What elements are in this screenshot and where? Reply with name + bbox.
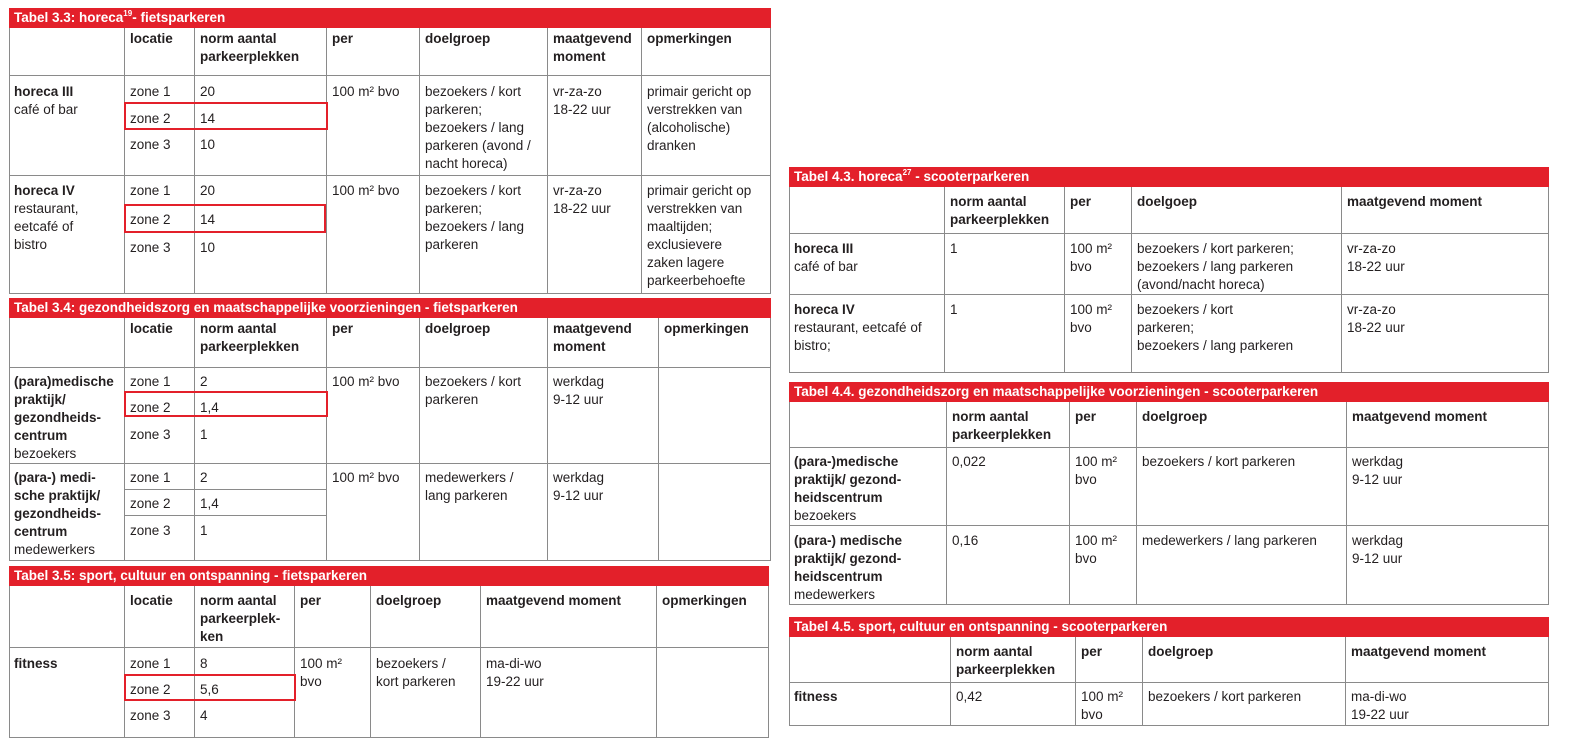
norm-cell: 0,022 <box>947 448 1070 526</box>
header-doelgroep: doelgroep <box>420 318 548 368</box>
header-norm: norm aantal parkeerplek- ken <box>195 586 295 648</box>
zone-cell: zone 1 <box>125 76 195 103</box>
table-3-3 <box>9 8 771 294</box>
header-moment: maatgevend moment <box>548 28 642 76</box>
header-doelgroep: doelgroep <box>371 586 481 648</box>
opmerkingen-cell: primair gericht op verstrekken van maaltijden; exclusievere zaken lagere parkeerbehoefte <box>647 183 752 288</box>
header-doelgroep: doelgroep <box>1137 402 1347 448</box>
norm-cell: 2 <box>195 464 327 490</box>
highlight-box <box>124 102 328 130</box>
norm-cell: 1 <box>945 295 1065 373</box>
header-opmerkingen: opmerkingen <box>642 28 771 76</box>
norm-cell: 1 <box>195 420 327 464</box>
header-norm: norm aantal parkeerplekken <box>195 318 327 368</box>
per-cell: 100 m² bvo <box>1070 448 1137 526</box>
header-cell <box>789 187 945 234</box>
row-label: fitness <box>789 683 951 726</box>
header-per: per <box>295 586 371 648</box>
header-moment: maatgevend moment <box>1346 637 1549 683</box>
norm-cell: 8 <box>195 648 295 674</box>
table-3-4 <box>9 298 771 561</box>
row-label: (para-)medische praktijk/ gezond- heidscentrum bezoekers <box>789 448 947 526</box>
zone-cell: zone 3 <box>125 131 195 176</box>
norm-cell: 0,42 <box>951 683 1076 726</box>
header-opmerkingen: opmerkingen <box>659 318 771 368</box>
header-moment: maatgevend moment <box>1342 187 1549 234</box>
norm-cell: 20 <box>195 76 327 103</box>
header-locatie: locatie <box>125 586 195 648</box>
doelgroep-cell: bezoekers / kort parkeren; bezoekers / lang parkeren <box>1132 295 1342 373</box>
row-label: fitness <box>9 648 125 738</box>
header-doelgroep: doelgoep <box>1132 187 1342 234</box>
opmerkingen-cell <box>657 648 769 738</box>
row-label: horeca IV restaurant, eetcafé of bistro; <box>789 295 945 373</box>
row-label: horeca IV restaurant, eetcafé of bistro <box>9 176 125 294</box>
table-4-4-title: Tabel 4.4. gezondheidszorg en maatschappelijke voorzieningen - scooterparkeren <box>789 382 1549 402</box>
per-cell: 100 m² bvo <box>327 176 420 294</box>
norm-cell: 1,4 <box>195 490 327 516</box>
header-cell <box>9 28 125 76</box>
header-moment: maatgevend moment <box>548 318 659 368</box>
per-cell: 100 m² bvo <box>1070 526 1137 605</box>
zone-cell: zone 2 <box>125 204 195 232</box>
zone-cell: zone 3 <box>125 232 195 294</box>
zone-cell: zone 1 <box>125 368 195 393</box>
doelgroep-cell: bezoekers / kort parkeren; bezoekers / lang parkeren <box>420 176 548 294</box>
moment-cell: werkdag 9-12 uur <box>548 464 659 561</box>
highlight-box <box>124 391 328 417</box>
per-cell: 100 m² bvo <box>1065 295 1132 373</box>
highlight-box <box>124 674 296 701</box>
row-label: horeca III café of bar <box>789 234 945 295</box>
zone-cell: zone 2 <box>125 674 195 701</box>
per-cell: 100 m² bvo <box>327 368 420 464</box>
row-label: (para-) medische praktijk/ gezond- heidscentrum medewerkers <box>789 526 947 605</box>
header-moment: maatgevend moment <box>481 586 657 648</box>
doelgroep-cell: bezoekers / kort parkeren; bezoekers / lang parkeren (avond/nacht horeca) <box>1132 234 1342 295</box>
moment-cell: ma-di-wo 19-22 uur <box>481 648 657 738</box>
table-4-5-title: Tabel 4.5. sport, cultuur en ontspanning - scooterparkeren <box>789 617 1549 637</box>
header-norm: norm aantal parkeerplekken <box>945 187 1065 234</box>
row-label: (para)medische praktijk/ gezondheids- centrum bezoekers <box>9 368 125 464</box>
zone-cell: zone 1 <box>125 648 195 674</box>
norm-cell: 1,4 <box>195 393 327 420</box>
table-4-4 <box>789 382 1549 605</box>
norm-cell: 20 <box>195 176 327 204</box>
moment-cell: vr-za-zo 18-22 uur <box>548 176 642 294</box>
norm-cell: 1 <box>945 234 1065 295</box>
table-4-5 <box>789 617 1549 726</box>
zone-cell: zone 3 <box>125 701 195 738</box>
zone-cell: zone 3 <box>125 420 195 464</box>
per-cell: 100 m² bvo <box>1076 683 1143 726</box>
header-moment: maatgevend moment <box>1347 402 1549 448</box>
header-locatie: locatie <box>125 28 195 76</box>
norm-cell: 14 <box>195 204 327 232</box>
norm-cell: 2 <box>195 368 327 393</box>
table-3-3-title: Tabel 3.3: horeca$^{19}$- fietsparkeren <box>9 8 771 28</box>
moment-cell: werkdag 9-12 uur <box>1352 533 1404 566</box>
table-3-4-title: Tabel 3.4: gezondheidszorg en maatschappelijke voorzieningen - fietsparkeren <box>9 298 771 318</box>
per-cell: 100 m² bvo <box>327 76 420 176</box>
header-per: per <box>327 318 420 368</box>
norm-cell: 10 <box>195 232 327 294</box>
zone-cell: zone 1 <box>125 176 195 204</box>
moment-cell: ma-di-wo 19-22 uur <box>1351 689 1409 722</box>
norm-cell: 4 <box>195 701 295 738</box>
table-4-3 <box>789 167 1549 373</box>
zone-cell: zone 1 <box>125 464 195 490</box>
moment-cell: werkdag 9-12 uur <box>548 368 659 464</box>
doelgroep-cell: bezoekers / kort parkeren <box>420 368 548 464</box>
per-cell: 100 m² bvo <box>295 648 371 738</box>
moment-cell: vr-za-zo 18-22 uur <box>1347 302 1405 335</box>
doelgroep-cell: bezoekers / kort parkeren; bezoekers / lang parkeren (avond / nacht horeca) <box>420 76 548 176</box>
per-cell: 100 m² bvo <box>327 464 420 561</box>
header-per: per <box>1070 402 1137 448</box>
header-cell <box>9 586 125 648</box>
norm-cell: 10 <box>195 131 327 176</box>
header-per: per <box>1076 637 1143 683</box>
header-per: per <box>327 28 420 76</box>
table-4-3-title: Tabel 4.3. horeca$^{27}$ - scooterparkeren <box>789 167 1549 187</box>
opmerkingen-cell <box>659 464 771 561</box>
moment-cell: vr-za-zo 18-22 uur <box>548 76 642 176</box>
doelgroep-cell: medewerkers / lang parkeren <box>1137 526 1347 605</box>
opmerkingen-cell: primair gericht op verstrekken van (alcoholische) dranken <box>642 76 771 176</box>
doelgroep-cell: bezoekers / kort parkeren <box>1137 448 1347 526</box>
zone-cell: zone 2 <box>125 103 195 131</box>
zone-cell: zone 2 <box>125 393 195 420</box>
per-cell: 100 m² bvo <box>1065 234 1132 295</box>
header-norm: norm aantal parkeerplekken <box>195 28 327 76</box>
row-label: horeca III café of bar <box>9 76 125 176</box>
header-locatie: locatie <box>125 318 195 368</box>
moment-cell: vr-za-zo 18-22 uur <box>1342 234 1549 295</box>
doelgroep-cell: bezoekers / kort parkeren <box>1143 683 1346 726</box>
zone-cell: zone 2 <box>125 490 195 516</box>
norm-cell: 1 <box>195 516 327 561</box>
header-doelgroep: doelgroep <box>1143 637 1346 683</box>
norm-cell: 0,16 <box>947 526 1070 605</box>
header-norm: norm aantal parkeerplekken <box>951 637 1076 683</box>
header-cell <box>789 637 951 683</box>
highlight-box <box>124 204 326 233</box>
table-3-5-title: Tabel 3.5: sport, cultuur en ontspanning - fietsparkeren <box>9 566 769 586</box>
header-doelgroep: doelgroep <box>420 28 548 76</box>
header-cell <box>789 402 947 448</box>
doelgroep-cell: medewerkers / lang parkeren <box>420 464 548 561</box>
opmerkingen-cell <box>659 368 771 464</box>
header-cell <box>9 318 125 368</box>
zone-cell: zone 3 <box>125 516 195 561</box>
header-per: per <box>1065 187 1132 234</box>
norm-cell: 5,6 <box>195 674 295 701</box>
row-label: (para-) medi- sche praktijk/ gezondheids- centrum medewerkers <box>9 464 125 561</box>
header-norm: norm aantal parkeerplekken <box>947 402 1070 448</box>
moment-cell: werkdag 9-12 uur <box>1347 448 1549 526</box>
table-3-5 <box>9 566 769 738</box>
norm-cell: 14 <box>195 103 327 131</box>
header-opmerkingen: opmerkingen <box>657 586 769 648</box>
doelgroep-cell: bezoekers / kort parkeren <box>371 648 481 738</box>
